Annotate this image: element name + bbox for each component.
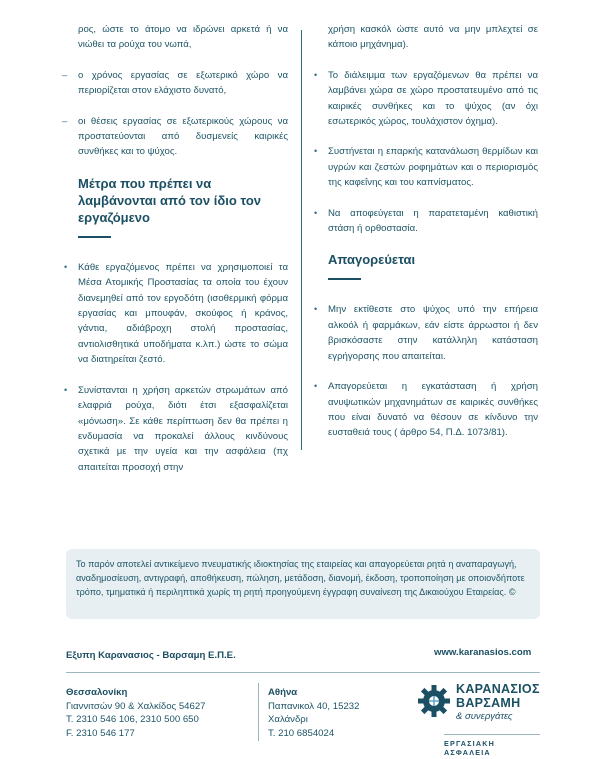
bullet-marker: •	[314, 146, 318, 157]
bullet-item: • Το διάλειμμα των εργαζόμενων θα πρέπει να λαμβάνει χώρα σε χώρο προστατευμένο από τις καιρικές συνθήκες και το ψύχος (αν όχι εσωτερικός χώρος, τουλάχιστον όχημα).	[314, 69, 538, 128]
company-logo	[416, 679, 540, 755]
logo-line3: & συνεργάτες	[456, 711, 513, 722]
website-link[interactable]: www.karanasios.com	[434, 647, 532, 658]
bullet-marker: •	[64, 261, 68, 272]
logo-line2: ΒΑΡΣΑΜΗ	[456, 696, 521, 710]
section-heading: Μέτρα που πρέπει να λαμβάνονται από τον ίδιο τον εργαζόμενο	[78, 175, 261, 225]
office-phone: Τ. 2310 546 106, 2310 500 650	[66, 714, 199, 725]
bullet-item: • Συστήνεται η επαρκής κατανάλωση θερμίδων και υγρών και ζεστών ροφημάτων και ο περιορισμός της καφεΐνης και του καπνίσματος.	[314, 146, 538, 189]
bullet-marker: •	[314, 381, 318, 392]
logo-tagline: ΕΡΓΑΣΙΑΚΗ ΑΣΦΑΛΕΙΑ	[444, 739, 495, 757]
right-column	[312, 22, 538, 456]
left-continuation: ρος, ώστε το άτομο να ιδρώνει αρκετά ή να νιώθει τα ρούχα του νωπά,	[78, 24, 288, 51]
prohibited-item: • Απαγορεύεται η εγκατάσταση ή χρήση ανυψωτικών μηχανημάτων σε καιρικές συνθήκες που είναι δυνατό να θέσουν σε κίνδυνο την ευσταθειά τους ( άρθρο 54, Π.Δ. 1073/81).	[314, 381, 538, 439]
bullet-item: • Συνίστανται η χρήση αρκετών στρωμάτων από ελαφριά ρούχα, διότι έτσι εξασφαλίζεται «μόνωση». Σε κάθε περίπτωση δεν θα πρέπει η ενδυμασία να προκαλεί άλλους κινδύνους σχετικά με την υγεία και την ασφάλεια (πχ απαιτείται προσοχή στην	[64, 384, 288, 473]
office-fax: F. 2310 546 177	[66, 727, 135, 739]
section-heading: Απαγορεύεται	[328, 252, 416, 268]
office-athens	[268, 686, 359, 740]
dash-marker: –	[62, 115, 68, 127]
bullet-marker: •	[314, 304, 318, 315]
office-thessaloniki	[66, 686, 206, 740]
dash-marker: –	[62, 69, 68, 81]
column-divider	[301, 30, 302, 450]
bullet-marker: •	[314, 207, 318, 218]
office-phone: Τ. 210 6854024	[268, 727, 335, 739]
office-address: Γιαννιτσών 90 & Χαλκίδος 54627	[66, 700, 206, 712]
logo-rule	[444, 734, 540, 735]
right-continuation: χρήση κασκόλ ώστε αυτό να μην μπλεχτεί σε κάποιο μηχάνημα).	[328, 24, 538, 51]
logo-line1: ΚΑΡΑΝΑΣΙΟΣ	[456, 682, 540, 696]
bullet-marker: •	[314, 69, 318, 80]
office-area: Χαλάνδρι	[268, 714, 308, 725]
dash-item: – οι θέσεις εργασίας σε εξωτερικούς χώρους να προστατεύονται από δυσμενείς καιρικές συνθήκες και το ψύχος.	[62, 115, 288, 158]
copyright-notice: Το παρόν αποτελεί αντικείμενο πνευματικής ιδιοκτησίας της εταιρείας και απαγορεύεται ρητά η αναπαραγωγή, αναδημοσίευση, αντιγραφή, αποθήκευση, πώληση, μετάδοση, διανομή, έκδοση, τροποποίηση με οποιονδήποτε τρόπο, τμηματικά ή περιληπτικά χωρίς τη ρητή προηγούμενη έγγραφη συναίνεση της Δικαιούχου Εταιρείας. ©	[66, 549, 540, 619]
office-city: Αθήνα	[268, 687, 298, 698]
office-city: Θεσσαλονίκη	[66, 687, 128, 698]
left-column	[62, 22, 288, 490]
heading-rule	[328, 278, 361, 280]
heading-rule	[78, 236, 111, 238]
company-name: Εξυπη Καρανασιος - Βαρσαμη Ε.Π.Ε.	[66, 650, 236, 661]
gear-icon	[416, 683, 452, 719]
office-address: Παπανικολ 40, 15232	[268, 700, 360, 712]
dash-item: – ο χρόνος εργασίας σε εξωτερικό χώρο να περιορίζεται στον ελάχιστο δυνατό,	[62, 69, 288, 97]
footer-divider	[66, 672, 540, 673]
office-separator	[258, 683, 259, 741]
bullet-marker: •	[64, 384, 68, 395]
bullet-item: • Κάθε εργαζόμενος πρέπει να χρησιμοποιεί τα Μέσα Ατομικής Προστασίας τα οποία του έχουν διανεμηθεί από τον εργοδότη (ισοθερμική φόρμα εργασίας και μπουφάν, σκούφος ή κράνος, γάντια, αδιάβροχη στολή προστασίας, αντιολισθητικά υποδήματα κ.λπ.) ώστε το σώμα να διατηρείται ζεστό.	[64, 261, 288, 366]
bullet-item: • Να αποφεύγεται η παρατεταμένη καθιστική στάση ή ορθοστασία.	[314, 207, 538, 235]
prohibited-item: • Μην εκτίθεστε στο ψύχος υπό την επήρεια αλκοόλ ή φαρμάκων, εάν είστε άρρωστοι ή δεν βρισκόσαστε στην κατάλληλη κατάσταση εγρήγορσης που απαιτείται.	[314, 304, 538, 362]
